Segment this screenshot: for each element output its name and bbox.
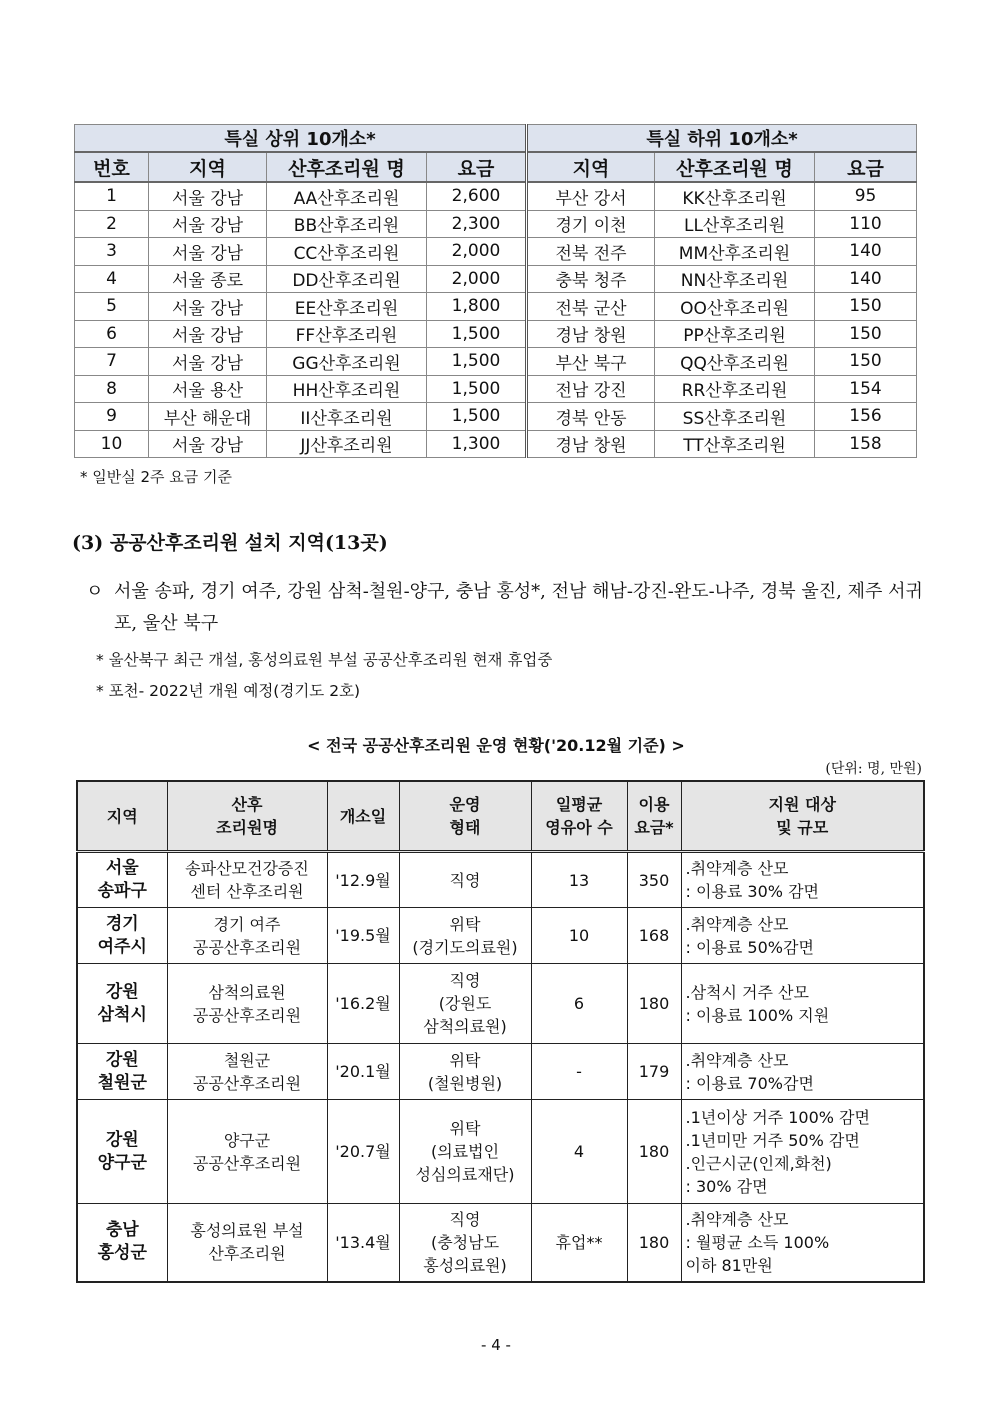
table-cell: 140 <box>815 238 917 266</box>
cell-support: .취약계층 산모 : 월평균 소득 100% 이하 81만원 <box>681 1204 924 1282</box>
table-cell: 부산 북구 <box>527 348 655 376</box>
col-header: 지역 <box>77 781 167 852</box>
cell-fee: 180 <box>627 1100 681 1204</box>
col-header: 번호 <box>75 152 149 182</box>
table-cell: OO산후조리원 <box>655 293 815 321</box>
cell-support: .취약계층 산모 : 이용료 50%감면 <box>681 908 924 964</box>
col-header: 산후 조리원명 <box>167 781 327 852</box>
cell-region: 충남 홍성군 <box>77 1204 167 1282</box>
table-cell: SS산후조리원 <box>655 403 815 431</box>
table-cell: 4 <box>75 265 149 293</box>
table-cell: 110 <box>815 210 917 238</box>
table-row <box>75 430 917 458</box>
table-cell: 150 <box>815 348 917 376</box>
public-postnatal-center-table <box>76 780 925 1283</box>
table-cell: 전북 군산 <box>527 293 655 321</box>
cell-infants: 휴업** <box>531 1204 627 1282</box>
table-cell: EE산후조리원 <box>267 293 427 321</box>
table-cell: JJ산후조리원 <box>267 430 427 458</box>
cell-type: 위탁 (의료법인 성심의료재단) <box>399 1100 531 1204</box>
cell-support: .1년이상 거주 100% 감면 .1년미만 거주 50% 감면 .인근시군(인제,화천) : 30% 감면 <box>681 1100 924 1204</box>
table-cell: MM산후조리원 <box>655 238 815 266</box>
table-cell: HH산후조리원 <box>267 375 427 403</box>
cell-infants: 6 <box>531 964 627 1044</box>
cell-support: .삼척시 거주 산모 : 이용료 100% 지원 <box>681 964 924 1044</box>
table-cell: 2,000 <box>427 265 527 293</box>
top-bottom-ranking-table <box>74 124 917 458</box>
table-cell: 10 <box>75 430 149 458</box>
cell-infants: - <box>531 1044 627 1100</box>
table-cell: 서울 강남 <box>149 238 267 266</box>
cell-name: 경기 여주 공공산후조리원 <box>167 908 327 964</box>
table-cell: 경북 안동 <box>527 403 655 431</box>
table-cell: 1,500 <box>427 348 527 376</box>
cell-name: 홍성의료원 부설 산후조리원 <box>167 1204 327 1282</box>
table-cell: 경남 창원 <box>527 320 655 348</box>
table-cell: FF산후조리원 <box>267 320 427 348</box>
cell-support: .취약계층 산모 : 이용료 30% 감면 <box>681 852 924 908</box>
table-cell: AA산후조리원 <box>267 182 427 210</box>
col-header: 개소일 <box>327 781 399 852</box>
table-cell: II산후조리원 <box>267 403 427 431</box>
col-header: 이용 요금* <box>627 781 681 852</box>
table-cell: TT산후조리원 <box>655 430 815 458</box>
table-cell: 150 <box>815 320 917 348</box>
cell-region: 서울 송파구 <box>77 852 167 908</box>
table-cell: CC산후조리원 <box>267 238 427 266</box>
table-cell: 1 <box>75 182 149 210</box>
table-cell: 3 <box>75 238 149 266</box>
page-number: - 4 - <box>481 1336 511 1354</box>
table-cell: PP산후조리원 <box>655 320 815 348</box>
col-header: 지원 대상 및 규모 <box>681 781 924 852</box>
table-cell: 경기 이천 <box>527 210 655 238</box>
cell-name: 삼척의료원 공공산후조리원 <box>167 964 327 1044</box>
table-row <box>75 293 917 321</box>
col-header: 산후조리원 명 <box>267 152 427 182</box>
cell-type: 직영 <box>399 852 531 908</box>
table-cell: 서울 강남 <box>149 320 267 348</box>
table-cell: 6 <box>75 320 149 348</box>
table-cell: QQ산후조리원 <box>655 348 815 376</box>
cell-type: 위탁 (경기도의료원) <box>399 908 531 964</box>
table-cell: 140 <box>815 265 917 293</box>
table-cell: LL산후조리원 <box>655 210 815 238</box>
cell-type: 위탁 (철원병원) <box>399 1044 531 1100</box>
table-cell: 서울 강남 <box>149 430 267 458</box>
table-cell: 서울 강남 <box>149 210 267 238</box>
cell-fee: 168 <box>627 908 681 964</box>
region-note-1: * 울산북구 최근 개설, 홍성의료원 부설 공공산후조리원 현재 휴업중 <box>96 651 553 669</box>
table-cell: 2 <box>75 210 149 238</box>
table-cell: 2,300 <box>427 210 527 238</box>
table-cell: 충북 청주 <box>527 265 655 293</box>
table-cell: GG산후조리원 <box>267 348 427 376</box>
table-cell: 경남 창원 <box>527 430 655 458</box>
bullet-marker: ㅇ <box>86 581 104 602</box>
top-table-note: * 일반실 2주 요금 기준 <box>80 468 233 486</box>
cell-opened: '19.5월 <box>327 908 399 964</box>
cell-opened: '16.2월 <box>327 964 399 1044</box>
table-cell: RR산후조리원 <box>655 375 815 403</box>
table-row <box>75 320 917 348</box>
table-cell: 1,500 <box>427 320 527 348</box>
region-note-2: * 포천- 2022년 개원 예정(경기도 2호) <box>96 682 361 700</box>
col-header: 운영 형태 <box>399 781 531 852</box>
table-row <box>77 1204 924 1282</box>
group-header-bottom10: 특실 하위 10개소* <box>527 125 917 153</box>
table-row <box>77 1044 924 1100</box>
table-row <box>77 964 924 1044</box>
table-cell: 부산 해운대 <box>149 403 267 431</box>
table-cell: 156 <box>815 403 917 431</box>
group-header-top10: 특실 상위 10개소* <box>75 125 527 153</box>
table-row <box>75 348 917 376</box>
cell-fee: 180 <box>627 1204 681 1282</box>
cell-region: 경기 여주시 <box>77 908 167 964</box>
table-cell: 서울 강남 <box>149 348 267 376</box>
cell-region: 강원 철원군 <box>77 1044 167 1100</box>
table-row <box>75 238 917 266</box>
table-cell: 전북 전주 <box>527 238 655 266</box>
section-title: (3) 공공산후조리원 설치 지역(13곳) <box>72 532 388 554</box>
table-cell: 8 <box>75 375 149 403</box>
cell-fee: 350 <box>627 852 681 908</box>
table-cell: 2,600 <box>427 182 527 210</box>
col-header: 산후조리원 명 <box>655 152 815 182</box>
col-header: 일평균 영유아 수 <box>531 781 627 852</box>
table-row <box>75 182 917 210</box>
cell-opened: '20.7월 <box>327 1100 399 1204</box>
cell-support: .취약계층 산모 : 이용료 70%감면 <box>681 1044 924 1100</box>
col-header: 요금 <box>427 152 527 182</box>
table-cell: 154 <box>815 375 917 403</box>
cell-name: 송파산모건강증진 센터 산후조리원 <box>167 852 327 908</box>
region-list-text: 서울 송파, 경기 여주, 강원 삼척-철원-양구, 충남 홍성*, 전남 해남-강진-완도-나주, 경북 울진, 제주 서귀포, 울산 북구 <box>114 581 923 634</box>
table-cell: 7 <box>75 348 149 376</box>
table-cell: 전남 강진 <box>527 375 655 403</box>
col-header: 지역 <box>149 152 267 182</box>
cell-opened: '13.4월 <box>327 1204 399 1282</box>
table-cell: 1,800 <box>427 293 527 321</box>
table-row <box>77 1100 924 1204</box>
table-cell: 부산 강서 <box>527 182 655 210</box>
table-cell: 서울 용산 <box>149 375 267 403</box>
cell-fee: 180 <box>627 964 681 1044</box>
table-cell: 1,500 <box>427 375 527 403</box>
table-row <box>77 908 924 964</box>
cell-type: 직영 (강원도 삼척의료원) <box>399 964 531 1044</box>
table-cell: KK산후조리원 <box>655 182 815 210</box>
table-cell: 9 <box>75 403 149 431</box>
table-cell: 95 <box>815 182 917 210</box>
col-header: 요금 <box>815 152 917 182</box>
cell-infants: 10 <box>531 908 627 964</box>
table-cell: DD산후조리원 <box>267 265 427 293</box>
table-row <box>75 210 917 238</box>
cell-name: 철원군 공공산후조리원 <box>167 1044 327 1100</box>
table-cell: 158 <box>815 430 917 458</box>
table-cell: 서울 종로 <box>149 265 267 293</box>
table-cell: 2,000 <box>427 238 527 266</box>
cell-opened: '20.1월 <box>327 1044 399 1100</box>
table-cell: BB산후조리원 <box>267 210 427 238</box>
table-row <box>75 265 917 293</box>
col-header: 지역 <box>527 152 655 182</box>
table-row <box>75 375 917 403</box>
cell-opened: '12.9월 <box>327 852 399 908</box>
table-row <box>77 852 924 908</box>
table-row <box>75 403 917 431</box>
table-cell: 서울 강남 <box>149 293 267 321</box>
cell-name: 양구군 공공산후조리원 <box>167 1100 327 1204</box>
region-list-bullet <box>86 576 926 640</box>
cell-type: 직영 (충청남도 홍성의료원) <box>399 1204 531 1282</box>
table-cell: NN산후조리원 <box>655 265 815 293</box>
cell-region: 강원 양구군 <box>77 1100 167 1204</box>
table-caption: < 전국 공공산후조리원 운영 현황('20.12월 기준) > <box>307 736 685 755</box>
cell-infants: 13 <box>531 852 627 908</box>
table-cell: 1,500 <box>427 403 527 431</box>
table-cell: 150 <box>815 293 917 321</box>
cell-region: 강원 삼척시 <box>77 964 167 1044</box>
cell-fee: 179 <box>627 1044 681 1100</box>
table-cell: 1,300 <box>427 430 527 458</box>
cell-infants: 4 <box>531 1100 627 1204</box>
table-cell: 서울 강남 <box>149 182 267 210</box>
table-cell: 5 <box>75 293 149 321</box>
unit-label: (단위: 명, 만원) <box>825 761 922 777</box>
